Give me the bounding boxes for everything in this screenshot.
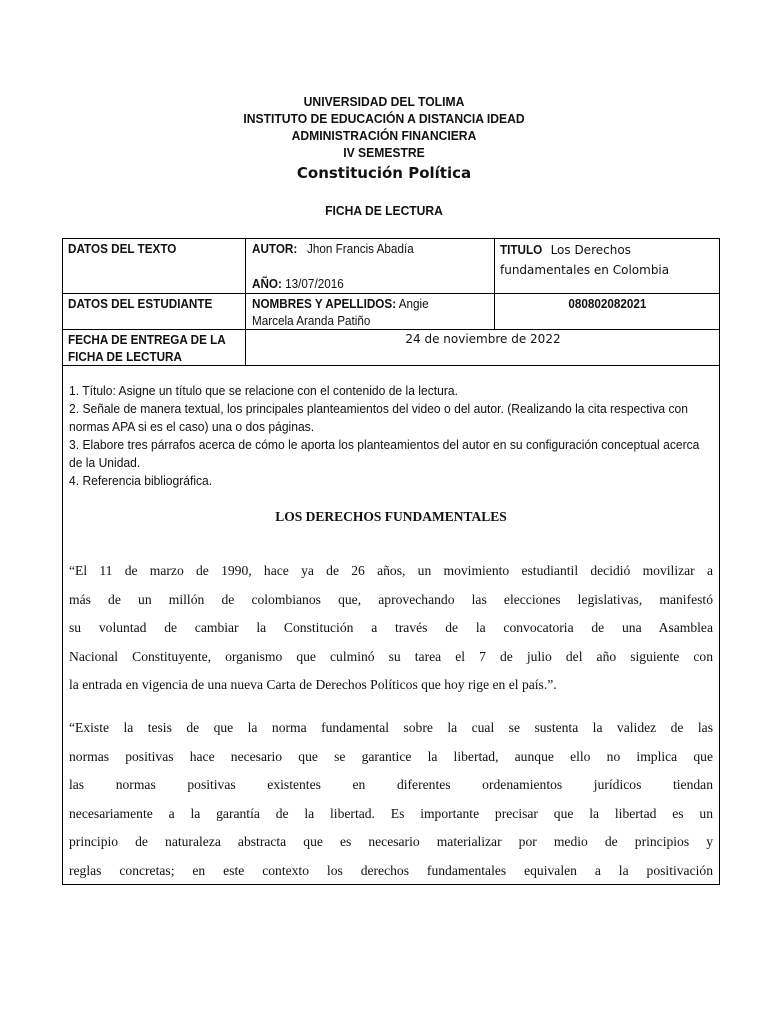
instruction-line: 2. Señale de manera textual, los principales planteamientos del video o del autor. (Realizando la cita respectiva con xyxy=(69,401,688,416)
instruction-line: de la Unidad. xyxy=(69,455,141,470)
instructions xyxy=(69,382,700,490)
year-field xyxy=(252,275,344,292)
paragraph-line: “Existe la tesis de que la norma fundamental sobre la cual se sustenta la validez de las xyxy=(69,720,713,735)
paragraph-line: su voluntad de cambiar la Constitución a través de la convocatoria de una Asamblea xyxy=(69,620,713,635)
label-delivery-date-line2: FICHA DE LECTURA xyxy=(68,349,182,364)
subject-title: Constitución Política xyxy=(296,164,472,182)
instruction-line: normas APA si es el caso) una o dos páginas. xyxy=(69,419,315,434)
program-name: ADMINISTRACIÓN FINANCIERA xyxy=(291,128,477,143)
semester: IV SEMESTRE xyxy=(343,145,425,160)
title-label: TITULO xyxy=(500,242,543,257)
year-label: AÑO: xyxy=(252,276,282,291)
paragraph-line: necesariamente a la garantía de la libertad. Es importante precisar que la libertad es un xyxy=(69,805,713,821)
paragraph-line: reglas concretas; en este contexto los derechos fundamentales equivalen a la positivación xyxy=(69,862,713,878)
essay-paragraph-2 xyxy=(69,714,713,885)
author-field xyxy=(252,240,414,257)
label-delivery-date xyxy=(68,331,226,365)
year-value: 13/07/2016 xyxy=(285,276,344,291)
instruction-line: 4. Referencia bibliográfica. xyxy=(69,473,213,488)
instruction-line: 3. Elabore tres párrafos acerca de cómo le aporta los planteamientos del autor en su configuración conceptual acerca xyxy=(69,437,700,452)
delivery-date: 24 de noviembre de 2022 xyxy=(405,332,561,346)
label-student-data: DATOS DEL ESTUDIANTE xyxy=(68,296,213,311)
student-id-number: 080802082021 xyxy=(567,296,647,311)
university-name: UNIVERSIDAD DEL TOLIMA xyxy=(303,94,465,109)
paragraph-line: normas positivas hace necesario que se garantice la libertad, aunque ello no implica que xyxy=(69,748,713,764)
institute-name: INSTITUTO DE EDUCACIÓN A DISTANCIA IDEAD xyxy=(243,111,525,126)
paragraph-line: las normas positivas existentes en diferentes ordenamientos jurídicos tiendan xyxy=(69,777,713,792)
names-label: NOMBRES Y APELLIDOS: xyxy=(252,296,397,311)
essay-paragraph-1 xyxy=(69,557,713,700)
names-field xyxy=(252,295,429,329)
title-value-line2: fundamentales en Colombia xyxy=(500,263,670,277)
form-title: FICHA DE LECTURA xyxy=(325,203,443,218)
title-field xyxy=(500,240,669,280)
paragraph-line: Nacional Constituyente, organismo que culminó su tarea el 7 de julio del año siguiente con xyxy=(69,648,713,664)
instruction-line: 1. Título: Asigne un título que se relacione con el contenido de la lectura. xyxy=(69,383,458,398)
names-value-line1: Angie xyxy=(398,296,429,311)
title-value-line1: Los Derechos xyxy=(550,243,631,257)
paragraph-line: principio de naturaleza abstracta que es necesario materializar por medio de principios y xyxy=(69,834,713,849)
paragraph-line: “El 11 de marzo de 1990, hace ya de 26 años, un movimiento estudiantil decidió movilizar a xyxy=(69,563,713,578)
paragraph-line: la entrada en vigencia de una nueva Carta de Derechos Políticos que hoy rige en el país.”. xyxy=(69,677,557,692)
paragraph-line: más de un millón de colombianos que, aprovechando las elecciones legislativas, manifestó xyxy=(69,591,713,607)
author-value: Jhon Francis Abadía xyxy=(307,241,414,256)
names-value-line2: Marcela Aranda Patiño xyxy=(252,313,371,328)
label-text-data: DATOS DEL TEXTO xyxy=(68,241,177,256)
author-label: AUTOR: xyxy=(252,241,298,256)
essay-title: LOS DERECHOS FUNDAMENTALES xyxy=(275,509,507,524)
label-delivery-date-line1: FECHA DE ENTREGA DE LA xyxy=(68,332,226,347)
